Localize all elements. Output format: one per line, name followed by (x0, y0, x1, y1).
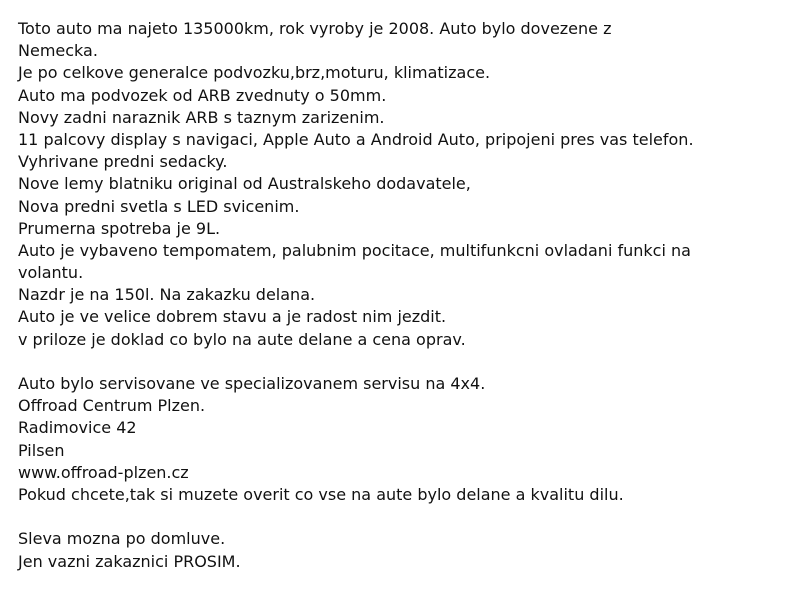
text-line: Radimovice 42 (18, 418, 137, 438)
blank-line (18, 351, 790, 373)
text-line: volantu. (18, 263, 84, 283)
text-line: Nove lemy blatniku original od Australskeho dodavatele, (18, 174, 471, 194)
text-line: Jen vazni zakaznici PROSIM. (18, 551, 241, 571)
text-line: Vyhrivane predni sedacky. (18, 152, 228, 172)
text-line: Auto bylo servisovane ve specializovanem servisu na 4x4. (18, 374, 486, 393)
text-line: Je po celkove generalce podvozku,brz,moturu, klimatizace. (18, 63, 491, 83)
text-line: Nova predni svetla s LED svicenim. (18, 196, 300, 216)
text-line: Offroad Centrum Plzen. (18, 396, 206, 416)
text-line: Prumerna spotreba je 9L. (18, 218, 221, 238)
text-line: Auto ma podvozek od ARB zvednuty o 50mm. (18, 85, 387, 105)
text-line: Auto je ve velice dobrem stavu a je radost nim jezdit. (18, 307, 447, 327)
text-line: Nemecka. (18, 41, 98, 61)
text-line: Pilsen (18, 440, 65, 460)
blank-line (18, 506, 790, 528)
listing-description (18, 18, 790, 573)
text-line: 11 palcovy display s navigaci, Apple Auto a Android Auto, pripojeni pres vas telefon. (18, 129, 694, 149)
text-line: Nazdr je na 150l. Na zakazku delana. (18, 285, 316, 305)
text-line: Sleva mozna po domluve. (18, 529, 226, 549)
text-line: v priloze je doklad co bylo na aute delane a cena oprav. (18, 329, 466, 349)
text-line: Novy zadni naraznik ARB s taznym zarizenim. (18, 107, 385, 127)
text-line: Pokud chcete,tak si muzete overit co vse na aute bylo delane a kvalitu dilu. (18, 484, 624, 504)
website-link: www.offroad-plzen.cz (18, 462, 189, 482)
text-line: Toto auto ma najeto 135000km, rok vyroby je 2008. Auto bylo dovezene z (18, 19, 612, 38)
text-line: Auto je vybaveno tempomatem, palubnim pocitace, multifunkcni ovladani funkci na (18, 240, 691, 260)
